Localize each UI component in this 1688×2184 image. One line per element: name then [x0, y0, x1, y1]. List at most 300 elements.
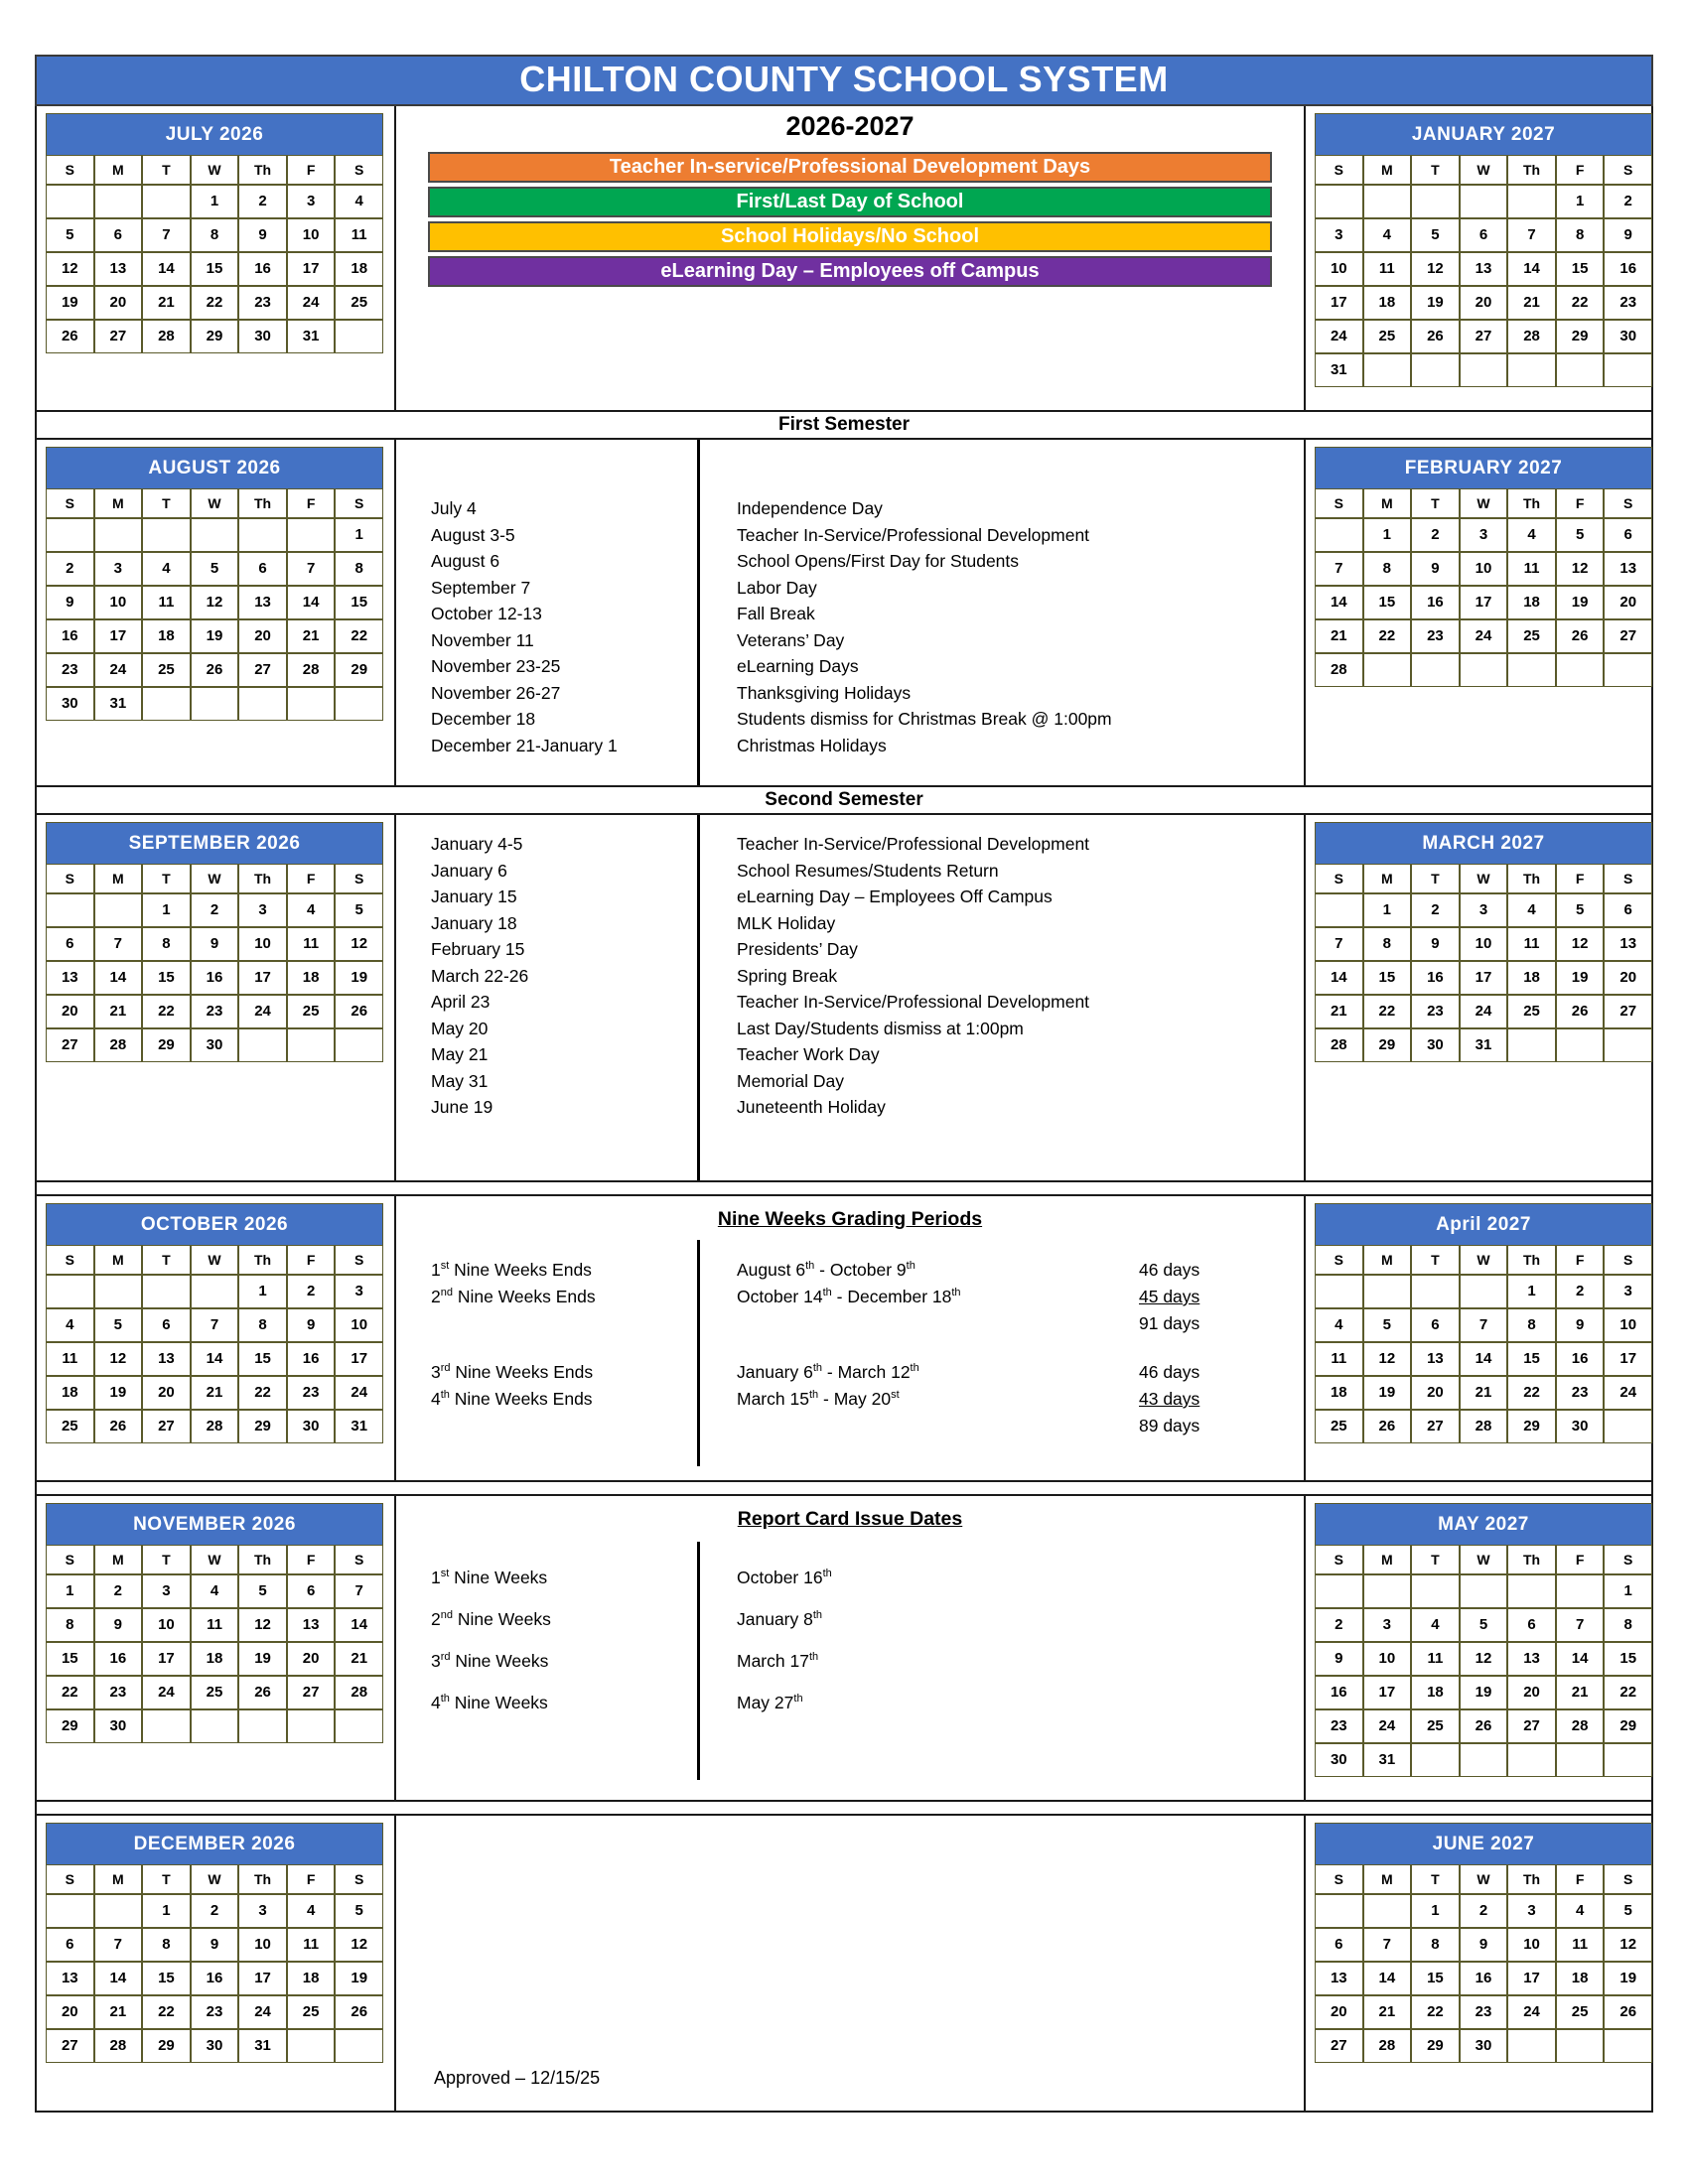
- legend-item: Teacher In-service/Professional Development Days: [428, 152, 1272, 183]
- day-cell: 23: [1411, 995, 1460, 1028]
- day-cell: [287, 1709, 336, 1743]
- day-cell: 11: [1507, 927, 1556, 961]
- day-cell: [1604, 1743, 1652, 1777]
- grading-label: 3rd Nine Weeks Ends: [431, 1362, 594, 1382]
- dow-header: W: [1460, 488, 1508, 518]
- dow-header: W: [1460, 1864, 1508, 1894]
- day-cell: [1507, 1743, 1556, 1777]
- second-semester-events: [396, 815, 1304, 1121]
- day-cell: 25: [1363, 320, 1412, 353]
- day-cell: [1556, 1743, 1605, 1777]
- row-separator: [37, 1800, 1651, 1816]
- day-cell: 4: [287, 1894, 336, 1928]
- day-cell: 18: [1556, 1962, 1605, 1995]
- day-cell: 5: [335, 1894, 383, 1928]
- day-cell: 11: [287, 1928, 336, 1962]
- dow-header: Th: [1507, 155, 1556, 185]
- day-cell: 23: [1556, 1376, 1605, 1410]
- report-card-rows: [396, 1565, 1304, 1715]
- day-cell: 28: [1315, 1028, 1363, 1062]
- day-cell: 8: [238, 1308, 287, 1342]
- report-label: 1st Nine Weeks: [431, 1568, 548, 1587]
- day-cell: 9: [191, 1928, 239, 1962]
- day-cell: [94, 1275, 143, 1308]
- day-cell: 7: [1507, 218, 1556, 252]
- dow-header: S: [335, 1864, 383, 1894]
- grading-rows: [396, 1257, 1304, 1439]
- day-cell: 14: [1460, 1342, 1508, 1376]
- approved-note: Approved – 12/15/25: [434, 2068, 601, 2088]
- day-cell: 25: [1507, 995, 1556, 1028]
- day-cell: 29: [142, 2029, 191, 2063]
- day-cell: [1315, 518, 1363, 552]
- day-cell: 13: [238, 586, 287, 619]
- day-cell: 18: [46, 1376, 94, 1410]
- dow-header: T: [142, 864, 191, 893]
- day-cell: 5: [1411, 218, 1460, 252]
- day-cell: 7: [1363, 1928, 1412, 1962]
- day-cell: 22: [238, 1376, 287, 1410]
- day-cell: 12: [191, 586, 239, 619]
- day-cell: [94, 518, 143, 552]
- event-desc: Thanksgiving Holidays: [737, 682, 912, 703]
- event-desc: Memorial Day: [737, 1070, 844, 1091]
- dow-header: F: [287, 488, 336, 518]
- report-card-cell: [394, 1496, 1304, 1800]
- day-cell: 27: [1411, 1410, 1460, 1443]
- day-cell: 22: [191, 286, 239, 320]
- month-grid: [1315, 1245, 1652, 1443]
- dow-header: M: [1363, 1545, 1412, 1574]
- day-cell: 15: [1411, 1962, 1460, 1995]
- day-cell: 23: [94, 1676, 143, 1709]
- row-separator: [37, 1480, 1651, 1496]
- day-cell: 7: [335, 1574, 383, 1608]
- month-title: JANUARY 2027: [1315, 113, 1652, 155]
- day-cell: 19: [335, 1962, 383, 1995]
- day-cell: [1460, 185, 1508, 218]
- event-date: May 21: [431, 1044, 489, 1064]
- day-cell: 18: [191, 1642, 239, 1676]
- day-cell: 7: [1460, 1308, 1508, 1342]
- day-cell: 9: [1315, 1642, 1363, 1676]
- dow-header: M: [1363, 488, 1412, 518]
- row-july-january: [37, 106, 1651, 410]
- day-cell: 23: [238, 286, 287, 320]
- day-cell: 31: [1363, 1743, 1412, 1777]
- day-cell: 29: [1507, 1410, 1556, 1443]
- day-cell: 14: [94, 1962, 143, 1995]
- day-cell: 28: [1363, 2029, 1412, 2063]
- day-cell: [1604, 353, 1652, 387]
- event-desc: Teacher In-Service/Professional Development: [737, 524, 1090, 545]
- event-date: May 31: [431, 1070, 489, 1091]
- dow-header: S: [1315, 155, 1363, 185]
- day-cell: 22: [142, 1995, 191, 2029]
- day-cell: 16: [46, 619, 94, 653]
- event-desc: School Resumes/Students Return: [737, 860, 999, 881]
- grading-periods-cell: [394, 1196, 1304, 1480]
- day-cell: 14: [1315, 586, 1363, 619]
- day-cell: 17: [142, 1642, 191, 1676]
- event-desc: Labor Day: [737, 577, 817, 598]
- month-grid: [46, 1545, 383, 1743]
- dow-header: Th: [1507, 1864, 1556, 1894]
- second-semester-events-cell: [394, 815, 1304, 1180]
- day-cell: 21: [142, 286, 191, 320]
- day-cell: [1411, 1574, 1460, 1608]
- day-cell: [1556, 1574, 1605, 1608]
- dow-header: S: [46, 864, 94, 893]
- day-cell: 15: [1604, 1642, 1652, 1676]
- day-cell: 11: [1315, 1342, 1363, 1376]
- day-cell: [46, 893, 94, 927]
- day-cell: 20: [46, 995, 94, 1028]
- day-cell: 11: [142, 586, 191, 619]
- day-cell: 31: [1315, 353, 1363, 387]
- calendar-apr2027: [1315, 1203, 1652, 1443]
- dow-header: F: [287, 864, 336, 893]
- day-cell: 19: [1556, 586, 1605, 619]
- day-cell: [94, 185, 143, 218]
- event-desc: Last Day/Students dismiss at 1:00pm: [737, 1018, 1024, 1038]
- dow-header: S: [1315, 1864, 1363, 1894]
- day-cell: 10: [1604, 1308, 1652, 1342]
- day-cell: 28: [287, 653, 336, 687]
- day-cell: 20: [1604, 961, 1652, 995]
- day-cell: [1315, 1574, 1363, 1608]
- dow-header: M: [94, 1545, 143, 1574]
- day-cell: 3: [1507, 1894, 1556, 1928]
- day-cell: 27: [287, 1676, 336, 1709]
- day-cell: 13: [46, 961, 94, 995]
- calendar-jun2027: [1315, 1823, 1652, 2063]
- grading-range: August 6th - October 9th: [737, 1260, 915, 1280]
- day-cell: 23: [191, 1995, 239, 2029]
- day-cell: 2: [1411, 518, 1460, 552]
- dow-header: S: [46, 1245, 94, 1275]
- dow-header: T: [142, 488, 191, 518]
- day-cell: 27: [1507, 1709, 1556, 1743]
- day-cell: 7: [94, 927, 143, 961]
- day-cell: 14: [287, 586, 336, 619]
- dow-header: F: [1556, 488, 1605, 518]
- day-cell: 9: [287, 1308, 336, 1342]
- event-date: January 15: [431, 887, 517, 906]
- day-cell: 30: [191, 2029, 239, 2063]
- day-cell: 9: [191, 927, 239, 961]
- month-title: FEBRUARY 2027: [1315, 447, 1652, 488]
- day-cell: 30: [1315, 1743, 1363, 1777]
- grading-days: 89 days: [1139, 1416, 1200, 1435]
- event-date: February 15: [431, 939, 525, 959]
- month-title: OCTOBER 2026: [46, 1203, 383, 1245]
- dow-header: Th: [1507, 864, 1556, 893]
- day-cell: 4: [287, 893, 336, 927]
- event-date: October 12-13: [431, 604, 542, 623]
- grading-days: 43 days: [1139, 1389, 1200, 1409]
- day-cell: 30: [46, 687, 94, 721]
- day-cell: 4: [142, 552, 191, 586]
- divider-line: [697, 815, 700, 1180]
- month-grid: [46, 155, 383, 353]
- row-december-june: [37, 1816, 1651, 2111]
- day-cell: 13: [1411, 1342, 1460, 1376]
- grading-label: 2nd Nine Weeks Ends: [431, 1287, 596, 1306]
- day-cell: [142, 185, 191, 218]
- day-cell: 3: [1460, 893, 1508, 927]
- dow-header: W: [191, 488, 239, 518]
- day-cell: 29: [335, 653, 383, 687]
- day-cell: 28: [191, 1410, 239, 1443]
- day-cell: 18: [287, 1962, 336, 1995]
- calendar-grid: [35, 106, 1653, 2113]
- day-cell: 26: [1556, 995, 1605, 1028]
- day-cell: 31: [94, 687, 143, 721]
- day-cell: 25: [335, 286, 383, 320]
- day-cell: 14: [1363, 1962, 1412, 1995]
- day-cell: 22: [46, 1676, 94, 1709]
- day-cell: [1363, 1894, 1412, 1928]
- event-desc: School Opens/First Day for Students: [737, 551, 1020, 571]
- day-cell: 20: [1460, 286, 1508, 320]
- day-cell: 30: [94, 1709, 143, 1743]
- grading-days: 91 days: [1139, 1313, 1200, 1333]
- march-2027-cell: [1304, 815, 1651, 1180]
- grading-label: 4th Nine Weeks Ends: [431, 1389, 593, 1409]
- dow-header: F: [1556, 1245, 1605, 1275]
- event-date: May 20: [431, 1018, 489, 1038]
- day-cell: 14: [1315, 961, 1363, 995]
- day-cell: [238, 1028, 287, 1062]
- day-cell: 16: [238, 252, 287, 286]
- day-cell: 10: [238, 927, 287, 961]
- day-cell: 17: [1363, 1676, 1412, 1709]
- calendar-oct2026: [46, 1203, 383, 1443]
- day-cell: 15: [1363, 961, 1412, 995]
- day-cell: [142, 1709, 191, 1743]
- calendar-jan2027: [1315, 113, 1652, 387]
- day-cell: [94, 893, 143, 927]
- dow-header: T: [1411, 155, 1460, 185]
- day-cell: 5: [1460, 1608, 1508, 1642]
- day-cell: [1460, 653, 1508, 687]
- day-cell: [1507, 185, 1556, 218]
- day-cell: 20: [287, 1642, 336, 1676]
- day-cell: 13: [1315, 1962, 1363, 1995]
- day-cell: 3: [1315, 218, 1363, 252]
- day-cell: 18: [142, 619, 191, 653]
- grading-title: Nine Weeks Grading Periods: [717, 1208, 983, 1230]
- day-cell: 10: [1460, 927, 1508, 961]
- day-cell: 20: [142, 1376, 191, 1410]
- day-cell: [191, 1275, 239, 1308]
- august-2026-cell: [37, 440, 394, 785]
- day-cell: 12: [46, 252, 94, 286]
- day-cell: 1: [142, 1894, 191, 1928]
- day-cell: 28: [94, 2029, 143, 2063]
- day-cell: 6: [94, 218, 143, 252]
- month-grid: [46, 864, 383, 1062]
- dow-header: W: [191, 1245, 239, 1275]
- day-cell: 4: [191, 1574, 239, 1608]
- january-2027-cell: [1304, 106, 1651, 410]
- day-cell: [191, 687, 239, 721]
- day-cell: 3: [238, 893, 287, 927]
- day-cell: 27: [94, 320, 143, 353]
- day-cell: 14: [94, 961, 143, 995]
- day-cell: 27: [1315, 2029, 1363, 2063]
- day-cell: 12: [335, 927, 383, 961]
- report-date: March 17th: [737, 1651, 819, 1671]
- day-cell: 9: [46, 586, 94, 619]
- dow-header: S: [335, 1545, 383, 1574]
- dow-header: F: [287, 1245, 336, 1275]
- day-cell: 10: [287, 218, 336, 252]
- event-desc: Juneteenth Holiday: [737, 1097, 886, 1117]
- dow-header: W: [191, 864, 239, 893]
- day-cell: 2: [1556, 1275, 1605, 1308]
- day-cell: 22: [1363, 995, 1412, 1028]
- day-cell: 3: [142, 1574, 191, 1608]
- event-date: September 7: [431, 577, 531, 598]
- dow-header: S: [1315, 1545, 1363, 1574]
- day-cell: [1315, 185, 1363, 218]
- calendar-may2027: [1315, 1503, 1652, 1777]
- day-cell: 21: [94, 1995, 143, 2029]
- day-cell: 28: [1315, 653, 1363, 687]
- dow-header: S: [1604, 488, 1652, 518]
- dow-header: F: [287, 1864, 336, 1894]
- event-desc: Students dismiss for Christmas Break @ 1:00pm: [737, 709, 1112, 729]
- dow-header: M: [1363, 1864, 1412, 1894]
- day-cell: 5: [191, 552, 239, 586]
- day-cell: 7: [94, 1928, 143, 1962]
- day-cell: 21: [287, 619, 336, 653]
- dow-header: S: [1604, 155, 1652, 185]
- day-cell: 27: [46, 1028, 94, 1062]
- dow-header: W: [1460, 864, 1508, 893]
- day-cell: 2: [1315, 1608, 1363, 1642]
- day-cell: 24: [94, 653, 143, 687]
- divider-line: [697, 440, 700, 785]
- day-cell: [335, 1028, 383, 1062]
- day-cell: 8: [1363, 927, 1412, 961]
- dow-header: T: [142, 1864, 191, 1894]
- day-cell: [1556, 353, 1605, 387]
- dow-header: W: [1460, 1245, 1508, 1275]
- day-cell: 3: [1460, 518, 1508, 552]
- day-cell: 27: [46, 2029, 94, 2063]
- day-cell: 26: [94, 1410, 143, 1443]
- legend-item: School Holidays/No School: [428, 221, 1272, 252]
- day-cell: 4: [1556, 1894, 1605, 1928]
- dow-header: F: [1556, 1864, 1605, 1894]
- day-cell: 26: [1460, 1709, 1508, 1743]
- grading-label: [431, 1413, 697, 1439]
- event-date: August 6: [431, 551, 500, 571]
- day-cell: [1556, 1028, 1605, 1062]
- day-cell: 19: [191, 619, 239, 653]
- day-cell: 25: [142, 653, 191, 687]
- day-cell: [46, 1894, 94, 1928]
- dow-header: S: [1315, 1245, 1363, 1275]
- calendar-july2026: [46, 113, 383, 353]
- day-cell: 17: [1507, 1962, 1556, 1995]
- day-cell: 4: [46, 1308, 94, 1342]
- day-cell: 17: [238, 961, 287, 995]
- report-label: 4th Nine Weeks: [431, 1693, 548, 1712]
- day-cell: 5: [46, 218, 94, 252]
- dow-header: S: [46, 488, 94, 518]
- dow-header: S: [335, 155, 383, 185]
- event-date: June 19: [431, 1097, 493, 1117]
- day-cell: 27: [142, 1410, 191, 1443]
- day-cell: 14: [1556, 1642, 1605, 1676]
- day-cell: 13: [1604, 927, 1652, 961]
- day-cell: 8: [46, 1608, 94, 1642]
- day-cell: 26: [1556, 619, 1605, 653]
- month-grid: [1315, 864, 1652, 1062]
- day-cell: 3: [287, 185, 336, 218]
- day-cell: [1604, 653, 1652, 687]
- dow-header: S: [335, 488, 383, 518]
- day-cell: 27: [1460, 320, 1508, 353]
- day-cell: 21: [1315, 619, 1363, 653]
- grading-range: January 6th - March 12th: [737, 1362, 919, 1382]
- day-cell: 15: [142, 1962, 191, 1995]
- day-cell: [1460, 1743, 1508, 1777]
- day-cell: 10: [1507, 1928, 1556, 1962]
- day-cell: [335, 320, 383, 353]
- month-title: NOVEMBER 2026: [46, 1503, 383, 1545]
- report-date: January 8th: [737, 1609, 823, 1629]
- day-cell: 26: [335, 995, 383, 1028]
- report-label: 2nd Nine Weeks: [431, 1609, 551, 1629]
- day-cell: 6: [1411, 1308, 1460, 1342]
- day-cell: 24: [142, 1676, 191, 1709]
- day-cell: 26: [1411, 320, 1460, 353]
- day-cell: [1363, 1275, 1412, 1308]
- day-cell: 21: [335, 1642, 383, 1676]
- day-cell: 20: [94, 286, 143, 320]
- day-cell: 16: [1556, 1342, 1605, 1376]
- dow-header: Th: [1507, 488, 1556, 518]
- event-date: January 4-5: [431, 834, 523, 854]
- day-cell: [191, 1709, 239, 1743]
- day-cell: 1: [191, 185, 239, 218]
- day-cell: 14: [191, 1342, 239, 1376]
- day-cell: 12: [1604, 1928, 1652, 1962]
- day-cell: 19: [335, 961, 383, 995]
- day-cell: 10: [1363, 1642, 1412, 1676]
- legend-item: eLearning Day – Employees off Campus: [428, 256, 1272, 287]
- dow-header: Th: [238, 1245, 287, 1275]
- dow-header: W: [1460, 155, 1508, 185]
- day-cell: 1: [238, 1275, 287, 1308]
- dow-header: S: [1604, 1864, 1652, 1894]
- row-september-march: [37, 815, 1651, 1180]
- dow-header: S: [335, 864, 383, 893]
- event-desc: Teacher In-Service/Professional Development: [737, 992, 1090, 1012]
- day-cell: [238, 687, 287, 721]
- day-cell: 8: [1604, 1608, 1652, 1642]
- day-cell: 12: [94, 1342, 143, 1376]
- day-cell: 26: [191, 653, 239, 687]
- report-date: May 27th: [737, 1693, 803, 1712]
- day-cell: 15: [238, 1342, 287, 1376]
- day-cell: [287, 687, 336, 721]
